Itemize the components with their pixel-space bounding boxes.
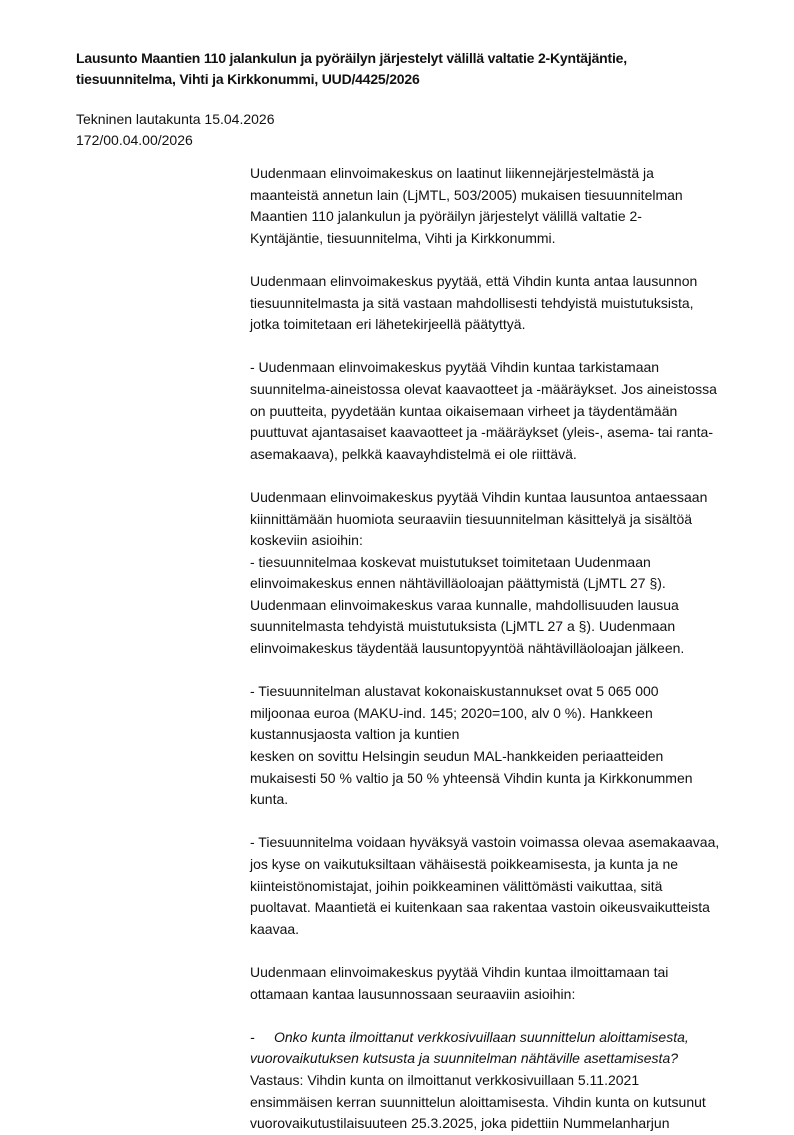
text-line: kunta. [250, 791, 289, 808]
text-line: elinvoimakeskus täydentää lausuntopyyntöä nähtävilläoloajan jälkeen. [250, 640, 685, 657]
text-line: elinvoimakeskus ennen nähtävilläoloajan päättymistä (LjMTL 27 §). [250, 575, 666, 592]
paragraph-plan-check [250, 357, 750, 465]
text-line: - Tiesuunnitelma voidaan hyväksyä vastoin voimassa olevaa asemakaavaa, [250, 834, 720, 851]
paragraph-intro [250, 163, 750, 249]
paragraph-zoning [250, 832, 750, 940]
committee-date: Tekninen lautakunta 15.04.2026 [76, 111, 275, 127]
text-line: - Uudenmaan elinvoimakeskus pyytää Vihdin kuntaa tarkistamaan [250, 359, 660, 376]
question-line: vuorovaikutuksen kutsusta ja suunnitelman nähtäville asettamisesta? [250, 1050, 679, 1067]
text-line: koskeviin asioihin: [250, 532, 363, 549]
text-line: kustannusjaosta valtion ja kuntien [250, 726, 460, 743]
title-line: Lausunto Maantien 110 jalankulun ja pyöräilyn järjestelyt välillä valtatie 2-Kyntäjäntie, [76, 50, 627, 66]
text-line: maanteistä annetun lain (LjMTL, 503/2005) mukaisen tiesuunnitelman [250, 186, 683, 203]
text-line: on puutteita, pyydetään kuntaa oikaisemaan virheet ja täydentämään [250, 402, 678, 419]
text-line: Kyntäjäntie, tiesuunnitelma, Vihti ja Kirkkonummi. [250, 229, 556, 246]
text-line: puuttuvat ajantasaiset kaavaotteet ja -määräykset (yleis-, asema- tai ranta- [250, 424, 713, 441]
text-line: jotka toimitetaan eri lähetekirjeellä päätyttyä. [250, 316, 526, 333]
paragraph-request [250, 271, 750, 336]
text-line: kesken on sovittu Helsingin seudun MAL-hankkeiden periaatteiden [250, 748, 664, 765]
text-line: kiinteistönomistajat, joihin poikkeaminen välittömästi vaikuttaa, sitä [250, 877, 663, 894]
question-item [250, 1027, 750, 1135]
document-title [76, 48, 726, 90]
text-line: Uudenmaan elinvoimakeskus pyytää, että Vihdin kunta antaa lausunnon [250, 272, 698, 289]
text-line: Uudenmaan elinvoimakeskus pyytää Vihdin kuntaa lausuntoa antaessaan [250, 488, 708, 505]
text-line: kaavaa. [250, 920, 300, 937]
text-line: jos kyse on vaikutuksiltaan vähäisestä poikkeamisesta, ja kunta ja ne [250, 856, 679, 872]
text-line: Uudenmaan elinvoimakeskus on laatinut liikennejärjestelmästä ja [250, 165, 654, 181]
text-line: puoltavat. Maantietä ei kuitenkaan saa rakentaa vastoin oikeusvaikutteista [250, 899, 710, 916]
answer-line: Vastaus: Vihdin kunta on ilmoittanut verkkosivuillaan 5.11.2021 [250, 1071, 640, 1088]
answer-line: ensimmäisen kerran suunnittelun aloittamisesta. Vihdin kunta on kutsunut [250, 1093, 706, 1110]
document-body [250, 163, 750, 1135]
text-line: suunnitelma-aineistossa olevat kaavaotteet ja -määräykset. Jos aineistossa [250, 380, 717, 397]
text-line: Uudenmaan elinvoimakeskus pyytää Vihdin kuntaa ilmoittamaan tai [250, 963, 669, 980]
text-line: tiesuunnitelmasta ja sitä vastaan mahdollisesti tehdyistä muistutuksista, [250, 294, 694, 311]
text-line: ottamaan kantaa lausunnossaan seuraaviin asioihin: [250, 985, 576, 1002]
title-line: tiesuunnitelma, Vihti ja Kirkkonummi, UUD/4425/2026 [76, 71, 420, 87]
text-line: miljoonaa euroa (MAKU-ind. 145; 2020=100, alv 0 %). Hankkeen [250, 704, 653, 721]
document-meta [76, 109, 275, 151]
question-text: Onko kunta ilmoittanut verkkosivuillaan suunnittelun aloittamisesta, [274, 1028, 689, 1045]
text-line: suunnitelmasta tehdyistä muistutuksista (LjMTL 27 a §). Uudenmaan [250, 618, 676, 635]
text-line: asemakaava), pelkkä kaavayhdistelmä ei ole riittävä. [250, 445, 577, 462]
paragraph-attention [250, 487, 750, 660]
bullet-dash: - [250, 1028, 255, 1045]
text-line: Uudenmaan elinvoimakeskus varaa kunnalle, mahdollisuuden lausua [250, 596, 679, 613]
record-id: 172/00.04.00/2026 [76, 132, 193, 148]
answer-line: vuorovaikutustilaisuuteen 25.3.2025, joka pidettiin Nummelanharjun [250, 1115, 670, 1132]
question-line [250, 1027, 750, 1049]
text-line: - Tiesuunnitelman alustavat kokonaiskustannukset ovat 5 065 000 [250, 683, 659, 700]
text-line: kiinnittämään huomiota seuraaviin tiesuunnitelman käsittelyä ja sisältöä [250, 510, 693, 527]
text-line: Maantien 110 jalankulun ja pyöräilyn järjestelyt välillä valtatie 2- [250, 208, 642, 225]
text-line: - tiesuunnitelmaa koskevat muistutukset toimitetaan Uudenmaan [250, 553, 651, 570]
paragraph-questions-intro [250, 962, 750, 1005]
paragraph-costs [250, 681, 750, 811]
text-line: mukaisesti 50 % valtio ja 50 % yhteensä Vihdin kunta ja Kirkkonummen [250, 769, 693, 786]
